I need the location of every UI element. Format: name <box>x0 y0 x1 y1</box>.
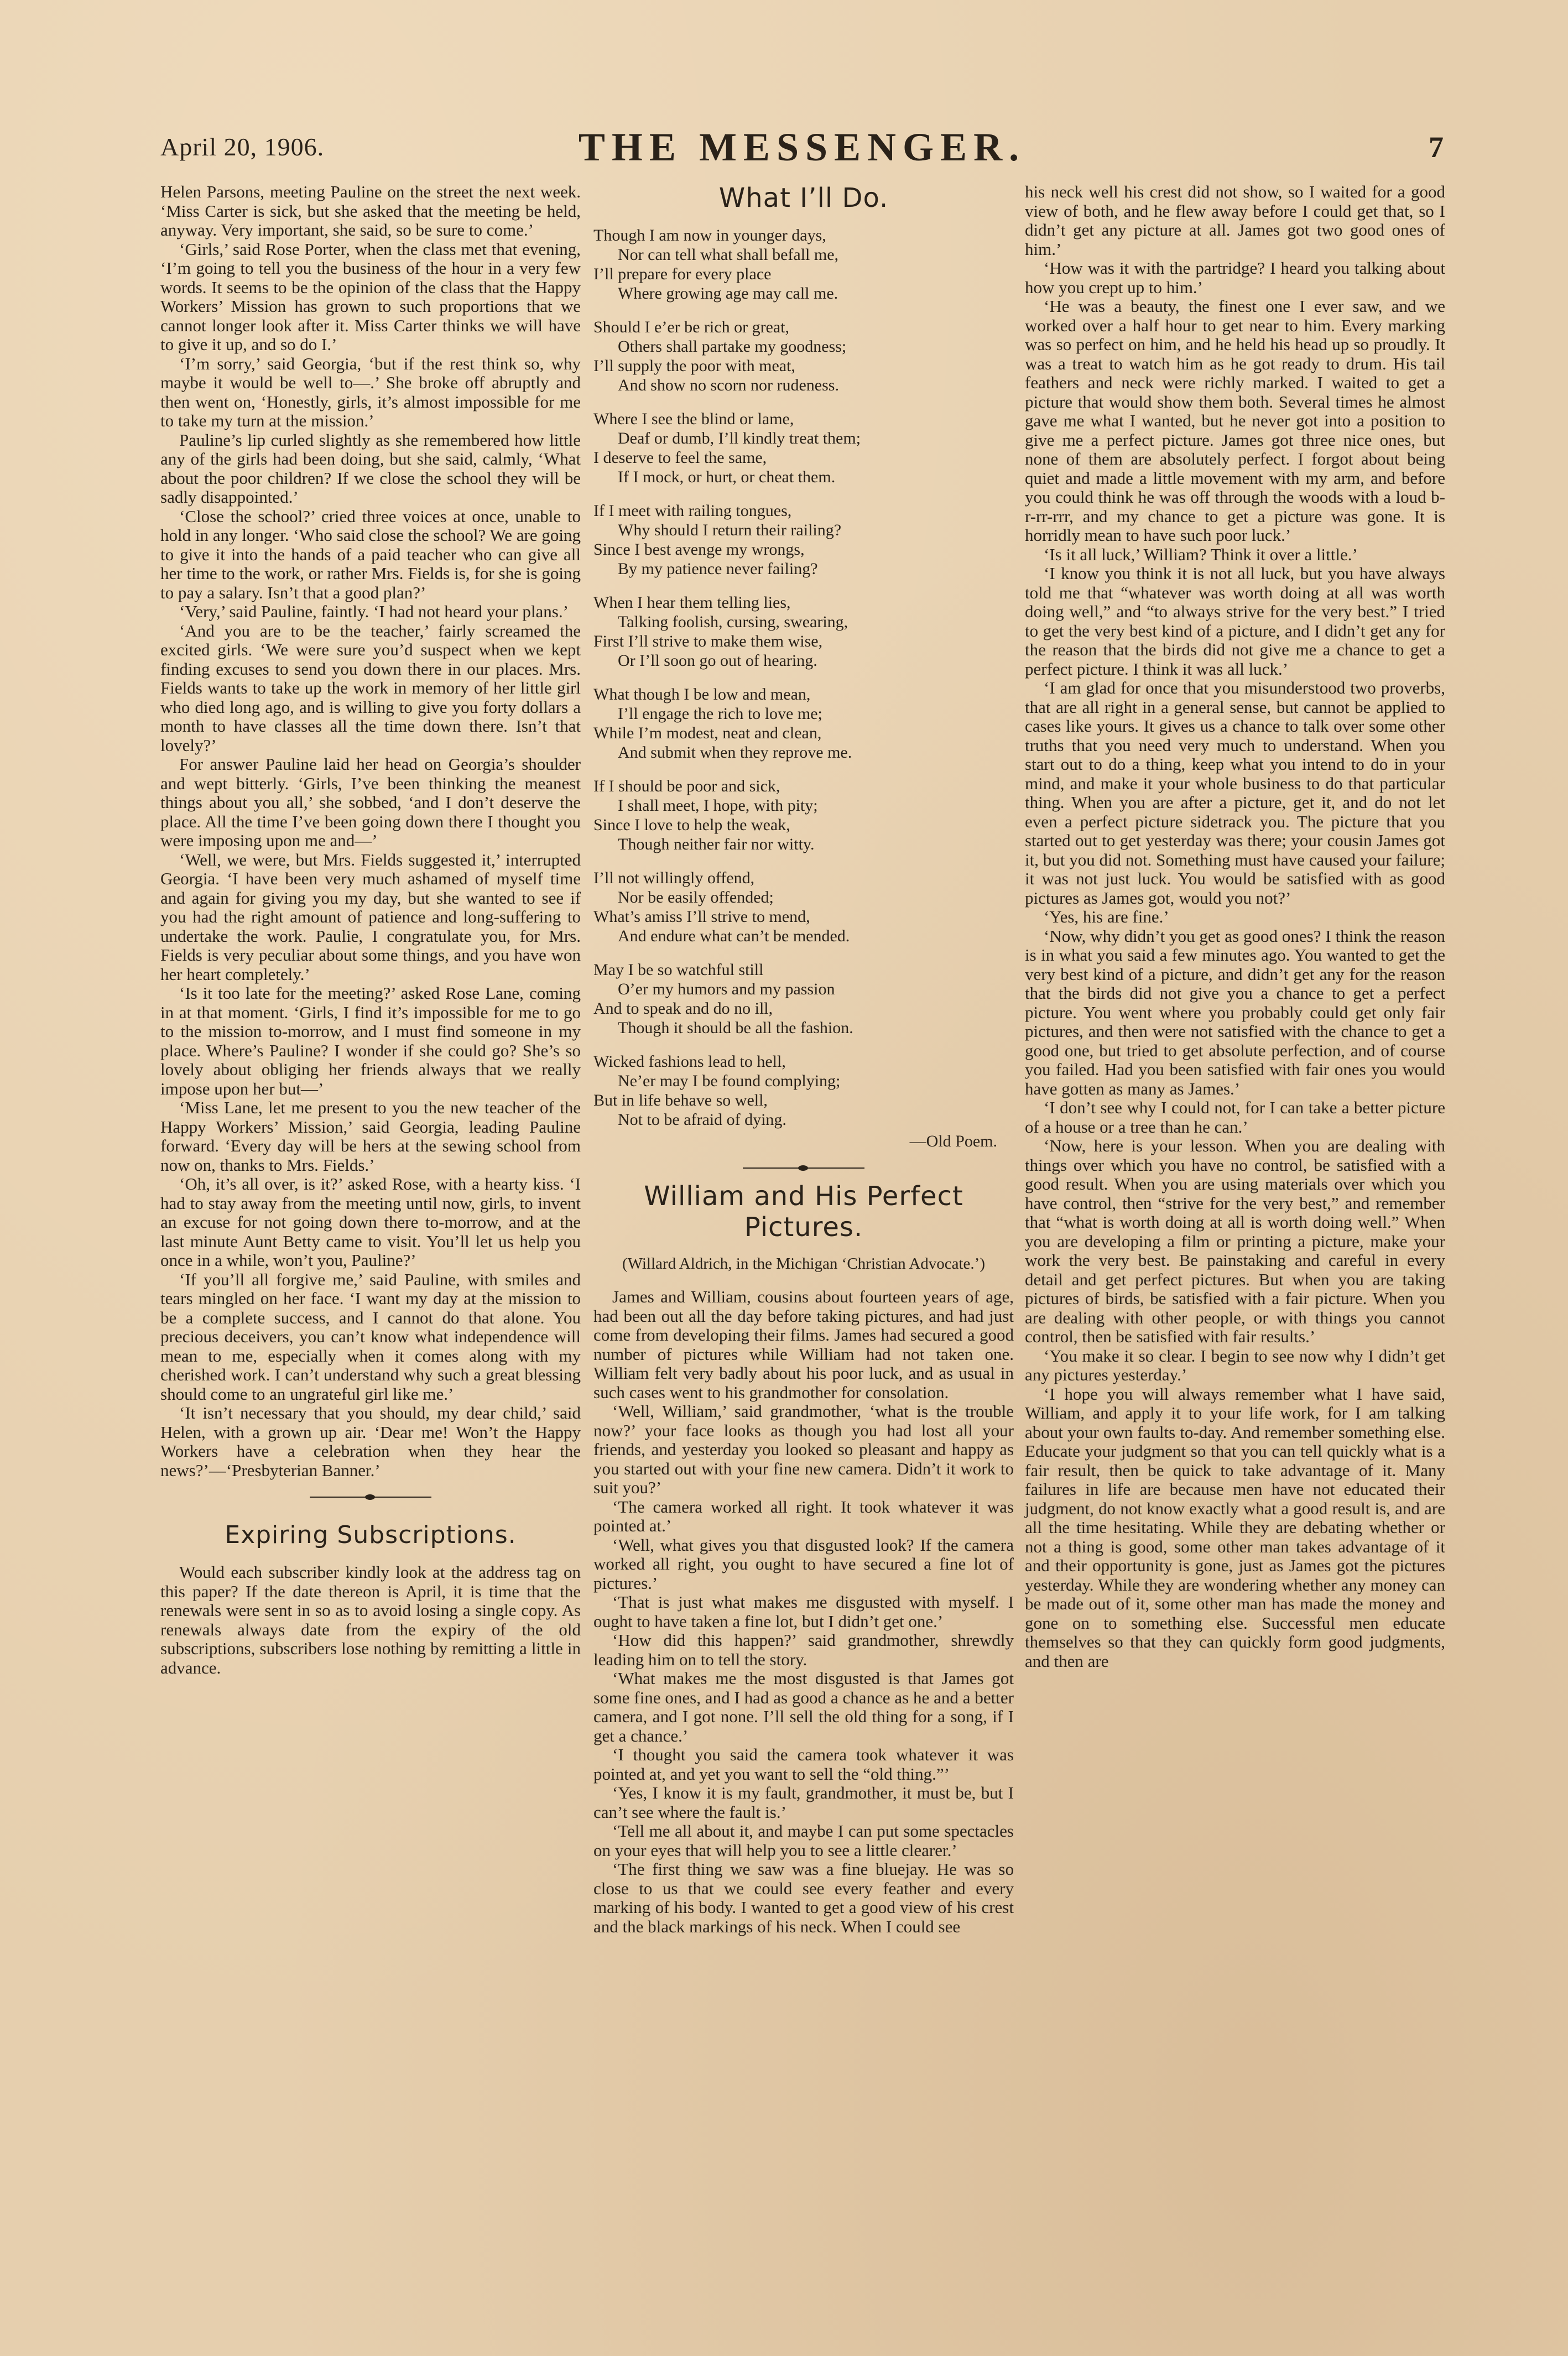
poem-line: Others shall partake my goodness; <box>618 337 847 356</box>
poem-line: Nor can tell what shall befall me, <box>618 246 839 264</box>
paragraph: ‘I thought you said the camera took whatever it was pointed at, and yet you want to sell the “old thing.”’ <box>593 1745 1014 1784</box>
poem-line: May I be so watchful still <box>593 961 764 979</box>
paragraph: ‘Is it too late for the meeting?’ asked Rose Lane, coming in at that moment. ‘Girls, I find it’s impossible for me to go to the mission to-morrow, and I must find someone in my place. Where’s Pauline? I wonder if she could go? She’s so lovely about obliging her friends always that we really impose upon her but—’ <box>160 983 581 1098</box>
poem-line: Should I e’er be rich or great, <box>593 318 790 336</box>
paragraph: ‘What makes me the most disgusted is that James got some fine ones, and I had as good a chance as he and a better camera, and I got none. I’ll sell the old thing for a song, if I get a chance.’ <box>593 1669 1014 1745</box>
paragraph: ‘Well, William,’ said grandmother, ‘what is the trouble now?’ your face looks as though you had lost all your friends, and yesterday you looked so pleasant and happy as you started out with your fine new camera. Didn’t it work to suit you?’ <box>593 1401 1014 1497</box>
subscriptions-heading: Expiring Subscriptions. <box>225 1521 517 1549</box>
paragraph: ‘Yes, his are fine.’ <box>1044 907 1169 926</box>
paragraph: ‘Now, here is your lesson. When you are dealing with things over which you have no control, be satisfied with a good result. When you are using materials over which you have control, then “strive for the very best,” and remember that “what is worth doing at all is worth doing well.” When you are developing a film or printing a picture, make your work the very best. Be painstaking and careful in every detail and get perfect pictures. But when you are taking pictures of birds, be satisfied with a fair picture. When you are dealing with other people, or with things you cannot control, then be satisfied with fair results.’ <box>1025 1136 1445 1346</box>
paragraph: ‘That is just what makes me disgusted with myself. I ought to have taken a fine lot, but I didn’t get one.’ <box>593 1592 1014 1631</box>
poem-line: Talking foolish, cursing, swearing, <box>618 613 848 631</box>
paragraph: ‘I am glad for once that you misunderstood two proverbs, that are all right in a general sense, but cannot be applied to cases like yours. It gives us a chance to talk over some other truths that you need very much to understand. When you start out to do a thing, keep what you intend to do in your mind, and make it your whole business to do that particular thing. When you are after a picture, get it, and do not let even a perfect picture sidetrack you. The picture that you started out to get yesterday was there; your cousin James got it, but you did not. Something must have caused your failure; it was not just luck. You would be satisfied with as good pictures as James got, would you not?’ <box>1025 678 1445 908</box>
paragraph: ‘Close the school?’ cried three voices at once, unable to hold in any longer. ‘Who said close the school? We are going to give it into the hands of a paid teacher who can give all her time to the work, or rather Mrs. Fields is, for she is going to pay a salary. Isn’t that a good plan?’ <box>160 506 581 602</box>
poem-stanza <box>593 226 1014 303</box>
poem <box>593 226 1014 1151</box>
poem-line: If I meet with railing tongues, <box>593 502 792 520</box>
story-title: William and His Perfect Pictures. <box>644 1181 963 1243</box>
poem-stanza <box>593 685 1014 762</box>
poem-line: While I’m modest, neat and clean, <box>593 724 822 742</box>
paragraph: ‘Girls,’ said Rose Porter, when the class met that evening, ‘I’m going to tell you the business of the hour in a very few words. It seems to be the opinion of the class that the Happy Workers’ Mission has grown to such proportions that we cannot longer look after it. Miss Carter thinks we will have to give it up, and so do I.’ <box>160 239 581 354</box>
poem-line: Ne’er may I be found complying; <box>618 1072 841 1090</box>
column-3 <box>1025 183 1445 1671</box>
poem-title: What I’ll Do. <box>718 183 889 213</box>
paragraph: Helen Parsons, meeting Pauline on the street the next week. ‘Miss Carter is sick, but she asked that the meeting be held, anyway. Very important, she said, so be sure to come.’ <box>160 182 581 239</box>
page-number: 7 <box>1429 131 1444 164</box>
paragraph: his neck well his crest did not show, so I waited for a good view of both, and he flew away before I could get that, so I didn’t get any picture at all. James got two good ones of him.’ <box>1025 182 1445 259</box>
poem-line: I’ll not willingly offend, <box>593 869 755 887</box>
poem-line: Though neither fair nor witty. <box>618 835 815 853</box>
paragraph: James and William, cousins about fourteen years of age, had been out all the day before taking pictures, and had just come from developing their films. James had secured a good number of pictures while William had not taken one. William felt very badly about his poor luck, and as usual in such cases went to his grandmother for consolation. <box>593 1287 1014 1402</box>
column-1 <box>160 183 581 1677</box>
issue-date: April 20, 1906. <box>160 133 325 161</box>
poem-line: Though it should be all the fashion. <box>618 1019 853 1037</box>
poem-line: And endure what can’t be mended. <box>618 927 850 945</box>
paragraph: ‘You make it so clear. I begin to see now why I didn’t get any pictures yesterday.’ <box>1025 1346 1445 1384</box>
poem-line: Though I am now in younger days, <box>593 226 826 244</box>
poem-line: Since I love to help the weak, <box>593 816 790 834</box>
poem-stanza <box>593 868 1014 946</box>
poem-line: Deaf or dumb, I’ll kindly treat them; <box>618 429 861 447</box>
paragraph: ‘If you’ll all forgive me,’ said Pauline, with smiles and tears mingled on her face. ‘I want my day at the mission to be a complete success, and I cannot do that alone. You precious deceivers, you can’t know what independence will mean to me, especially when it comes along with my cherished work. I can’t understand why such a great blessing should come to an ungrateful girl like me.’ <box>160 1269 581 1404</box>
poem-line: Why should I return their railing? <box>618 521 842 539</box>
poem-line: Since I best avenge my wrongs, <box>593 540 805 559</box>
poem-stanza <box>593 776 1014 854</box>
poem-line: I’ll prepare for every place <box>593 265 772 283</box>
poem-line: If I should be poor and sick, <box>593 777 780 795</box>
paragraph: ‘I know you think it is not all luck, but you have always told me that “whatever was worth doing at all was worth doing well,” and “to always strive for the very best.” I tried to get the very best kind of a picture, and I didn’t get any for the reason that the birds did not give me a chance to get a perfect picture. I think it was all luck.’ <box>1025 564 1445 679</box>
poem-line: Where I see the blind or lame, <box>593 410 794 428</box>
poem-line: I’ll supply the poor with meat, <box>593 357 795 375</box>
page-header <box>160 124 1444 174</box>
paragraph: ‘I don’t see why I could not, for I can take a better picture of a house or a tree than he can.’ <box>1025 1098 1445 1137</box>
poem-line: And submit when they reprove me. <box>618 743 852 762</box>
paragraph: ‘He was a beauty, the finest one I ever saw, and we worked over a half hour to get near to him. Every marking was so perfect on him, and he held his head up so proudly. It was a treat to watch him as he got ready to drum. His tail feathers and neck were richly marked. I waited to get a picture that would show them both. Several times he almost gave me what I wanted, but he never got into a position to give me a perfect picture. James got three nice ones, but none of them are absolutely perfect. I forgot about being quiet and made a little movement with my arm, and before you could think he was off through the woods with a loud b-r-rr-rrr, and my chance to get a picture was gone. It is horridly mean to have such poor luck.’ <box>1025 296 1445 545</box>
paragraph: ‘Miss Lane, let me present to you the new teacher of the Happy Workers’ Mission,’ said Georgia, leading Pauline forward. ‘Every day will be hers at the sewing school from now on, thanks to Mrs. Fields.’ <box>160 1098 581 1175</box>
paragraph: ‘Well, what gives you that disgusted look? If the camera worked all right, you ought to have secured a fine lot of pictures.’ <box>593 1535 1014 1593</box>
paragraph: ‘It isn’t necessary that you should, my dear child,’ said Helen, with a grown up air. ‘Dear me! Won’t the Happy Workers have a celebration when they hear the news?’—‘Presbyterian Banner.’ <box>160 1403 581 1480</box>
paragraph: For answer Pauline laid her head on Georgia’s shoulder and wept bitterly. ‘Girls, I’ve been thinking the meanest things about you all,’ she sobbed, ‘and I don’t deserve the place. All the time I’ve been going down there I thought you were imposing upon me and—’ <box>160 754 581 850</box>
poem-stanza <box>593 501 1014 578</box>
paragraph: ‘Now, why didn’t you get as good ones? I think the reason is in what you said a few minutes ago. You wanted to get the very best kind of a picture, and didn’t get any for the reason that the birds did not give you a chance to get a perfect picture. You went where you probably could get only fair pictures, and then were not satisfied with the chance to get a good one, but tried to get absolute perfection, and of course you failed. Had you been satisfied with fair ones you would have gotten as many as James.’ <box>1025 926 1445 1098</box>
poem-attribution: —Old Poem. <box>909 1132 997 1150</box>
poem-stanza <box>593 409 1014 487</box>
column-2 <box>593 183 1014 1936</box>
section-divider <box>743 1165 864 1171</box>
paragraph: ‘Tell me all about it, and maybe I can put some spectacles on your eyes that will help you to see a little clearer.’ <box>593 1821 1014 1860</box>
poem-line: I’ll engage the rich to love me; <box>618 705 822 723</box>
poem-stanza <box>593 960 1014 1038</box>
poem-stanza <box>593 317 1014 395</box>
poem-stanza <box>593 1052 1014 1129</box>
paragraph: ‘And you are to be the teacher,’ fairly screamed the excited girls. ‘We were sure you’d suspect when we kept finding excuses to send you down there in our places. Mrs. Fields wants to take up the work in memory of her little girl who died long ago, and is willing to give you forty dollars a month to have classes all the time down there. Isn’t that lovely?’ <box>160 621 581 755</box>
paragraph: ‘Well, we were, but Mrs. Fields suggested it,’ interrupted Georgia. ‘I have been very much ashamed of myself time and again for giving you my day, but she wanted to see if you had the right amount of patience and long-suffering to undertake the work. Paulie, I congratulate you, for Mrs. Fields is very peculiar about some things, and you have won her heart completely.’ <box>160 849 581 984</box>
poem-line: Nor be easily offended; <box>618 888 774 906</box>
poem-stanza <box>593 593 1014 670</box>
paragraph: ‘Oh, it’s all over, is it?’ asked Rose, with a hearty kiss. ‘I had to stay away from the meeting until now, girls, to invent an excuse for not going down there to-morrow, and at the last minute Aunt Betty came to visit. You’ll let us help you once in a while, won’t you, Pauline?’ <box>160 1174 581 1270</box>
poem-line: But in life behave so well, <box>593 1091 768 1109</box>
section-divider <box>310 1494 431 1500</box>
paragraph: ‘How did this happen?’ said grandmother, shrewdly leading him on to tell the story. <box>593 1630 1014 1669</box>
poem-line: First I’ll strive to make them wise, <box>593 632 823 650</box>
paragraph: ‘I hope you will always remember what I have said, William, and apply it to your life work, for I am talking about your own faults to-day. And remember something else. Educate your judgment so that you can tell quickly what is a fair result, then be quick to take advantage of it. Many failures in life are because men have not educated their judgment, do not know exactly what a good result is, and are all the time hesitating. While they are debating whether or not a thing is good, some other man takes advantage of it and their opportunity is gone, just as James got the pictures yesterday. While they are wondering whether any money can be made out of it, some other man has made the money and gone on to something else. Successful men educate themselves so that they can quickly form good judgments, and then are <box>1025 1384 1445 1671</box>
paragraph: ‘The camera worked all right. It took whatever it was pointed at.’ <box>593 1497 1014 1535</box>
poem-line: By my patience never failing? <box>618 560 818 578</box>
poem-line: If I mock, or hurt, or cheat them. <box>618 468 836 486</box>
poem-line: I shall meet, I hope, with pity; <box>618 796 818 815</box>
poem-line: I deserve to feel the same, <box>593 449 767 467</box>
paragraph: ‘Yes, I know it is my fault, grandmother, it must be, but I can’t see where the fault is.’ <box>593 1783 1014 1822</box>
poem-line: O’er my humors and my passion <box>618 980 835 998</box>
poem-line: When I hear them telling lies, <box>593 593 791 612</box>
poem-line: What’s amiss I’ll strive to mend, <box>593 908 810 926</box>
paragraph: ‘How was it with the partridge? I heard you talking about how you crept up to him.’ <box>1025 258 1445 297</box>
paragraph: ‘Very,’ said Pauline, faintly. ‘I had not heard your plans.’ <box>179 602 569 621</box>
subscriptions-notice: Would each subscriber kindly look at the address tag on this paper? If the date thereon is April, it is time that the renewals were sent in so as to avoid losing a single copy. As renewals always date from the expiry of the old subscriptions, subscribers lose nothing by remitting a little in advance. <box>160 1562 581 1677</box>
story-byline: (Willard Aldrich, in the Michigan ‘Christian Advocate.’) <box>622 1255 985 1273</box>
poem-line: Where growing age may call me. <box>618 284 838 303</box>
poem-line: Wicked fashions lead to hell, <box>593 1052 786 1071</box>
paragraph: ‘Is it all luck,’ William? Think it over a little.’ <box>1044 544 1358 564</box>
poem-line: Not to be afraid of dying. <box>618 1111 786 1129</box>
masthead-title: THE MESSENGER. <box>578 125 1026 169</box>
poem-line: Or I’ll soon go out of hearing. <box>618 651 817 670</box>
poem-line: And to speak and do no ill, <box>593 999 773 1018</box>
poem-line: What though I be low and mean, <box>593 685 811 703</box>
poem-line: And show no scorn nor rudeness. <box>618 376 839 394</box>
paragraph: ‘I’m sorry,’ said Georgia, ‘but if the rest think so, why maybe it would be well to—.’ She broke off abruptly and then went on, ‘Honestly, girls, it’s almost impossible for me to take my turn at the mission.’ <box>160 353 581 430</box>
paragraph: Pauline’s lip curled slightly as she remembered how little any of the girls had been doing, but she said, calmly, ‘What about the poor children? If we close the school they will be sadly disappointed.’ <box>160 430 581 507</box>
paragraph: ‘The first thing we saw was a fine bluejay. He was so close to us that we could see every feather and every marking of his body. I wanted to get a good view of his crest and the black markings of his neck. When I could see <box>593 1859 1014 1936</box>
